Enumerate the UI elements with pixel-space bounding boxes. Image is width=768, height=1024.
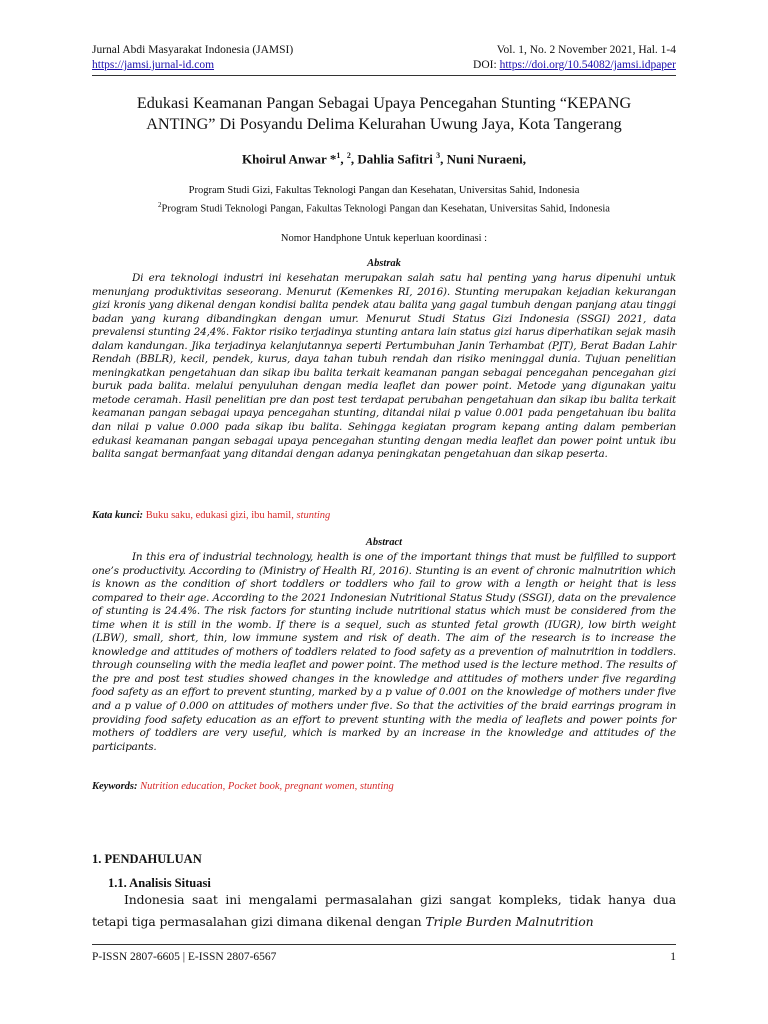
abstract-paragraph: In this era of industrial technology, health is one of the important things that must be fulfilled to support one’s productivity. According to (Ministry of Health RI, 2016). Stunting is an event of chronic malnutrition which is known as the condition of short toddlers or toddlers who fail to grow with a length or height that is less compared to their age. According to the 2021 Indonesian Nutritional Status Study (SSGI), data on the prevalence of stunting is 24.4%. The risk factors for stunting include nutritional status which must be considered from the time when it is still in the womb. If there is a sequel, such as stunted fetal growth (IUGR), low birth weight (LBW), small, short, thin, low immune system and risk of death. The aim of the research is to increase the knowledge and attitudes of mothers of toddlers related to food safety as a prevention of malnutrition in toddlers. through counseling with the media leaflet and power point. The method used is the lecture method. The results of the pre and post test studies showed changes in the knowledge and attitudes of mothers under five regarding food safety as an effort to prevent stunting, marked by a p value of 0.001 on the knowledge of mothers under five and a p value of 0.000 on attitudes of mothers under five. So that the activities of the braid earrings program in providing food safety education as an effort to prevent stunting with the media of leaflets and power points for mothers of toddlers are very useful, which is marked by an increase in the knowledge and attitudes of the participants. [92, 551, 676, 753]
author-2: , Dahlia Safitri [350, 151, 437, 167]
affiliation-2 [92, 201, 676, 215]
doi-label: DOI: [473, 59, 500, 71]
header-rule [92, 75, 676, 76]
keywords-label: Keywords: [92, 781, 141, 792]
abstrak-paragraph: Di era teknologi industri ini kesehatan merupakan salah satu hal penting yang harus dipenuhi untuk menunjang produktivitas seseorang. Menurut (Kemenkes RI, 2016). Stunting merupakan kejadian kekurangan gizi kronis yang dikenal dengan kondisi balita pendek atau balita yang gagal tumbuh dengan panjang atau tinggi badan yang kurang dibandingkan dengan umur. Menurut Studi Status Gizi Indonesia (SSGI) 2021, data prevalensi stunting 24,4%. Faktor risiko terjadinya stunting antara lain status gizi harus diperhatikan sejak masih dalam kandungan. Jika terjadinya kelanjutannya seperti Pertumbuhan Janin Terhambat (PJT), Berat Badan Lahir Rendah (BBLR), kecil, pendek, kurus, daya tahan tubuh rendah dan risiko meninggal dunia. Tujuan penelitian meningkatkan pengetahuan dan sikap ibu balita terkait keamanan pangan sebagai pencegahan pencegahan gizi buruk pada balita. melalui penyuluhan dengan media leaflet dan power point. Metode yang digunakan yaitu metode ceramah. Hasil penelitian pre dan post test terdapat perubahan pengetahuan dan sikap ibu balita terkait keamanan pangan sebagai upaya pencegahan stunting, ditandai nilai p value 0.001 pada pengetahuan ibu balita dan nilai p value 0.000 pada sikap ibu balita. Sehingga kegiatan program kepang anting dalam pemberian edukasi keamanan pangan sebagai upaya pencegahan stunting dengan media leaflet dan power point untuk ibu balita sangat bermanfaat yang ditandai dengan adanya peningkatan pengetahuan dan sikap peserta. [92, 272, 676, 461]
title-line-1: Edukasi Keamanan Pangan Sebagai Upaya Pencegahan Stunting “KEPANG [136, 94, 632, 112]
author-1: Khoirul Anwar * [241, 151, 337, 167]
kata-kunci-value: Buku saku, edukasi gizi, ibu hamil, [145, 510, 297, 521]
issn: P-ISSN 2807-6605 | E-ISSN 2807-6567 [92, 951, 277, 963]
footer-rule [92, 944, 676, 945]
page-number: 1 [670, 951, 676, 963]
author-3: , Nuni Nuraeni, [440, 151, 527, 167]
keywords-value: Nutrition education, Pocket book, pregnant women, stunting [140, 781, 394, 792]
keywords [92, 781, 676, 792]
contact-line: Nomor Handphone Untuk keperluan koordinasi : [280, 233, 488, 244]
intro-body [92, 889, 676, 932]
author-1-sup: 1 [336, 151, 341, 160]
abstrak-body [92, 272, 676, 462]
author-1-sup2: 2 [346, 151, 351, 160]
affiliation-2-text: Program Studi Teknologi Pangan, Fakultas Teknologi Pangan dan Kesehatan, Universitas Sahid, Indonesia [161, 203, 610, 215]
affiliation-1: Program Studi Gizi, Fakultas Teknologi Pangan dan Kesehatan, Universitas Sahid, Indonesia [188, 185, 580, 196]
kata-kunci-value-italic: stunting [296, 510, 331, 521]
title-line-2: ANTING” Di Posyandu Delima Kelurahan Uwung Jaya, Kota Tangerang [146, 115, 622, 133]
intro-paragraph [92, 889, 676, 932]
paper-title [92, 93, 676, 135]
affiliation-2-sup: 2 [158, 201, 162, 209]
doi [473, 59, 676, 71]
abstract-body [92, 551, 676, 754]
kata-kunci [92, 510, 676, 521]
kata-kunci-label: Kata kunci: [92, 510, 146, 521]
author-list [92, 151, 676, 167]
volume-info: Vol. 1, No. 2 November 2021, Hal. 1-4 [496, 44, 676, 56]
doi-link[interactable]: https://doi.org/10.54082/jamsi.idpaper [499, 59, 676, 71]
subsection-heading-analisis-situasi: 1.1. Analisis Situasi [108, 876, 211, 890]
author-2-sup: 3 [436, 151, 441, 160]
journal-name: Jurnal Abdi Masyarakat Indonesia (JAMSI) [92, 44, 294, 56]
abstract-heading: Abstract [365, 537, 403, 548]
section-heading-pendahuluan: 1. PENDAHULUAN [92, 852, 202, 866]
intro-text: Indonesia saat ini mengalami permasalahan gizi sangat kompleks, tidak hanya dua tetapi tiga permasalahan gizi dimana dikenal dengan [92, 892, 676, 929]
author-sep: , [340, 151, 347, 167]
journal-url-link[interactable]: https://jamsi.jurnal-id.com [92, 59, 215, 71]
abstrak-heading: Abstrak [367, 258, 401, 269]
intro-italic-term: Triple Burden Malnutrition [425, 913, 594, 929]
